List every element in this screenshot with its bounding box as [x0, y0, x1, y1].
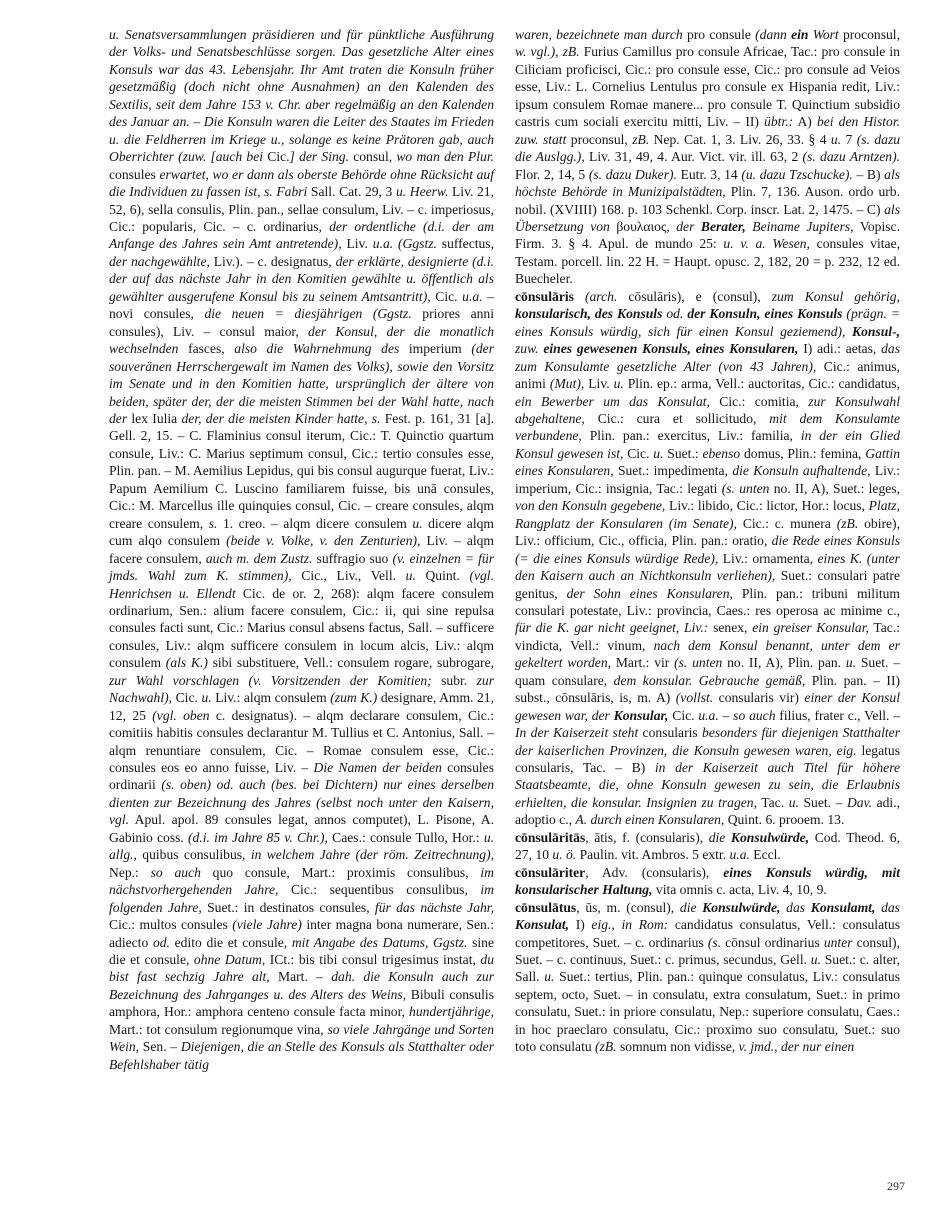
page-number: 297 [887, 1179, 905, 1193]
left-column-text: u. Senatsversammlungen präsidieren und für pünktliche Ausführung der Volks- und Senatsbeschlüsse sorgen. Das gesetzliche Alter eines Konsuls war das 43. Lebensjahr. Ihr Amt traten die Konsuln früher gesetzmäßig (doch nicht ohne Ausnahmen) an den Kalenden des Sextilis, seit dem Jahre 153 v. Chr. aber regelmäßig an den Kalenden des Januar an. – Die Konsuln waren die Leiter des Staates im Frieden u. die Feldherren im Kriege u., solange es keine Prätoren gab, auch Oberrichter (zuw. [auch bei Cic.] der Sing. consul, wo man den Plur. consules erwartet, wo er dann als oberste Behörde ohne Rücksicht auf die Individuen zu fassen ist, s. Fabri Sall. Cat. 29, 3 u. Heerw. Liv. 21, 52, 6), sella consulis, Plin. pan., sellae consulum, Liv. – c. imperiosus, Cic.: popularis, Cic. – c. ordinarius, der ordentliche (d.i. der am Anfange des Jahres sein Amt antretende), Liv. u.a. (Ggstz. suffectus, der nachgewählte, Liv.). – c. designatus, der erklärte, designierte (d.i. der auf das nächste Jahr in den Komitien gewählte u. öffentlich als gewählter ausgerufene Konsul bis zu seinem Amtsantritt), Cic. u.a. – novi consules, die neuen = diesjährigen (Ggstz. priores anni consules), Liv. – consul maior, der Konsul, der die monatlich wechselnden fasces, also die Wahrnehmung des imperium (der souveränen Herrschergewalt im Namen des Volks), sowie den Vorsitz im Senate und in den Komitien hatte, ursprünglich der ältere von beiden, später der, der die meisten Stimmen bei der Wahl hatte, nach der lex Iulia der, der die meisten Kinder hatte, s. Fest. p. 161, 31 [a]. Gell. 2, 15. – C. Flaminius consul iterum, Cic.: T. Quinctio quartum consule, Liv.: C. Marius septimum consul, Cic.: tertio consules esse, Plin. pan. – M. Aemilius Lepidus, qui bis consul augurque fuerat, Liv.: Papum Aemilium C. Luscino familiarem fuisse, bis unā consules, Cic.: M. Marcellus ille quinquies consul, Cic. – creare consules, alqm creare consulem, s. 1. creo. – alqm dicere consulem u. dicere alqm cum alqo consulem (beide v. Volke, v. den Zenturien), Liv. – alqm facere consulem, auch m. dem Zustz. suffragio suo (v. einzelnen = für jmds. Wahl zum K. stimmen), Cic., Liv., Vell. u. Quint. (vgl. Henrichsen u. Ellendt Cic. de or. 2, 268): alqm facere consulem ordinarium, Sen.: alium facere consulem, Cic.: ii, qui sine repulsa consules facti sunt, Cic.: Marius consul absens factus, Sall. – sufficere consules, Liv.: alqm sufficere consulem in locum alcis, Liv.: alqm consulem (als K.) sibi substituere, Vell.: consulem rogare, subrogare, zur Wahl vorschlagen (v. Vorsitzenden der Komitien; subr. zur Nachwahl), Cic. u. Liv.: alqm consulem (zum K.) designare, Amm. 21, 12, 25 (vgl. oben c. designatus). – alqm declarare consulem, Cic.: comitiis habitis consules declarantur M. Tullius et C. Antonius, Sall. – alqm renuntiare consulem, Cic. – Romae consulem esse, Cic.: consules eos eo anno fuisse, Liv. – Die Namen der beiden consules ordinarii (s. oben) od. auch (bes. bei Dichtern) nur eines derselben dienten zur Bezeichnung des Jahres (selbst noch unter den Kaisern, vgl. Apul. apol. 89 consules legat, annos computet), L. Pisone, A. Gabinio coss. (d.i. im Jahre 85 v. Chr.), Caes.: consule Tullo, Hor.: u. allg., quibus consulibus, in welchem Jahre (der röm. Zeitrechnung), Nep.: so auch quo consule, Mart.: proximis consulibus, im nächstvorhergehenden Jahre, Cic.: sequentibus consulibus, im folgenden Jahre, Suet.: in destinatos consules, für das nächste Jahr, Cic.: multos consules (viele Jahre) inter magna bona numerare, Sen.: adiecto od. edito die et consule, mit Angabe des Datums, Ggstz. sine die et consule, ohne Datum, ICt.: bis tibi consul trigesimus instat, du bist fast sechzig Jahre alt, Mart. – dah. die Konsuln auch zur Bezeichnung des Jahrganges u. des Alters des Weins, Bibuli consulis amphora, Hor.: amphora centeno consule facta minor, hundertjährige, Mart.: tot consulum regionumque vina, so viele Jahrgänge und Sorten Wein, Sen. – Diejenigen, die an Stelle des Konsuls als Statthalter oder Befehlshaber tätig [109, 27, 495, 1072]
right-column-text: waren, bezeichnete man durch pro consule (dann ein Wort proconsul, w. vgl.), zB. Furius Camillus pro consule Africae, Tac.: pro consule in Ciliciam proficisci, Cic.: pro consule esse, Cic.: pro consule ad Veios esse, Liv.: L. Cornelius Lentulus pro consule ex Hispania redit, Liv.: ipsum consulem Romae manere... pro consule T. Quinctium subsidio castris cum sociali exercitu mitti, Liv. – II) übtr.: A) bei den Histor. zuw. statt proconsul, zB. Nep. Cat. 1, 3. Liv. 26, 33. § 4 u. 7 (s. dazu die Auslgg.), Liv. 31, 49, 4. Aur. Vict. vir. ill. 63, 2 (s. dazu Arntzen). Flor. 2, 14, 5 (s. dazu Duker). Eutr. 3, 14 (u. dazu Tzschucke). – B) als höchste Behörde in Munizipalstädten, Plin. 7, 136. Auson. ordo urb. nobil. (XVIIII) 168. p. 103 Schenkl. Corp. inscr. Lat. 2, 1475. – C) als Übersetzung von βουλαιος, der Berater, Beiname Jupiters, Vopisc. Firm. 3. § 4. Apul. de mundo 25: u. v. a. Wesen, consules vitae, Testam. porcell. lin. 22 H. = Haupt. opusc. 2, 182, 20 = p. 232, 12 ed. Buecheler. cōnsulāris (arch. cōsulāris), e (consul), zum Konsul gehörig, konsularisch, des Konsuls od. der Konsuln, eines Konsuls (prägn. = eines Konsuls würdig, sich für einen Konsul geziemend), Konsul-, zuw. eines gewesenen Konsuls, eines Konsularen, I) adi.: aetas, das zum Konsulamte gesetzliche Alter (von 43 Jahren), Cic.: animus, animi (Mut), Liv. u. Plin. ep.: arma, Vell.: auctoritas, Cic.: candidatus, ein Bewerber um das Konsulat, Cic.: comitia, zur Konsulwahl abgehaltene, Cic.: cura et sollicitudo, mit dem Konsulamte verbundene, Plin. pan.: exercitus, Liv.: familia, in der ein Glied Konsul gewesen ist, Cic. u. Suet.: ebenso domus, Plin.: femina, Gattin eines Konsularen, Suet.: impedimenta, die Konsuln aufhaltende, Liv.: imperium, Cic.: insignia, Tac.: legati (s. unten no. II, A), Suet.: leges, von den Konsuln gegebene, Liv.: libido, Cic.: lictor, Hor.: locus, Platz, Rangplatz der Konsularen (im Senate), Cic.: c. munera (zB. obire), Liv.: officium, Cic., officia, Plin. pan.: oratio, die Rede eines Konsuls (= die eines Konsuls würdige Rede), Liv.: ornamenta, eines K. (unter den Kaisern auch an Nichtkonsuln verliehen), Suet.: consulari patre genitus, der Sohn eines Konsularen, Plin. pan.: tribuni militum consulari potestate, Liv.: provincia, Caes.: res operosa ac minime c., für die K. gar nicht geeignet, Liv.: senex, ein greiser Konsular, Tac.: vindicta, Vell.: vinum, nach dem Konsul benannt, unter dem er gekeltert worden, Mart.: vir (s. unten no. II, A), Plin. pan. u. Suet. – quam consulare, dem konsular. Gebrauche gemäß, Plin. pan. – II) subst., cōnsulāris, is, m. A) (vollst. consularis vir) einer der Konsul gewesen war, der Konsular, Cic. u.a. – so auch filius, frater c., Vell. – In der Kaiserzeit steht consularis besonders für diejenigen Statthalter der kaiserlichen Provinzen, die Konsuln gewesen waren, eig. legatus consularis, Tac. – B) in der Kaiserzeit auch Titel für höhere Staatsbeamte, die, ohne Konsuln gewesen zu sein, die Erlaubnis erhielten, die konsular. Insignien zu tragen, Tac. u. Suet. – Dav. adi., adoptio c., A. durch einen Konsularen, Quint. 6. prooem. 13. cōnsulāritās, ātis, f. (consularis), die Konsulwürde, Cod. Theod. 6, 27, 10 u. ö. Paulin. vit. Ambros. 5 extr. u.a. Eccl. cōnsulāriter, Adv. (consularis), eines Konsuls würdig, mit konsularischer Haltung, vita omnis c. acta, Liv. 4, 10, 9. cōnsulātus, ūs, m. (consul), die Konsulwürde, das Konsulamt, das Konsulat, I) eig., in Rom: candidatus consulatus, Vell.: consulatus competitores, Suet. – c. ordinarius (s. cōnsul ordinarius unter consul), Suet. – c. continuus, Suet.: c. primus, secundus, Gell. u. Suet.: c. alter, Sall. u. Suet.: tertius, Plin. pan.: quinque consulatus, Liv.: consulatus septem, octo, Suet. – in consulatu, extra consulatum, Suet.: in primo consulatu, Suet.: in priore consulatu, Nep.: superiore consulatu, Caes.: in hoc praeclaro consulatu, Cic.: proximo suo consulatu, Suet.: suo toto consulatu (zB. somnum non vidisse, v. jmd., der nur einen [515, 27, 901, 1055]
